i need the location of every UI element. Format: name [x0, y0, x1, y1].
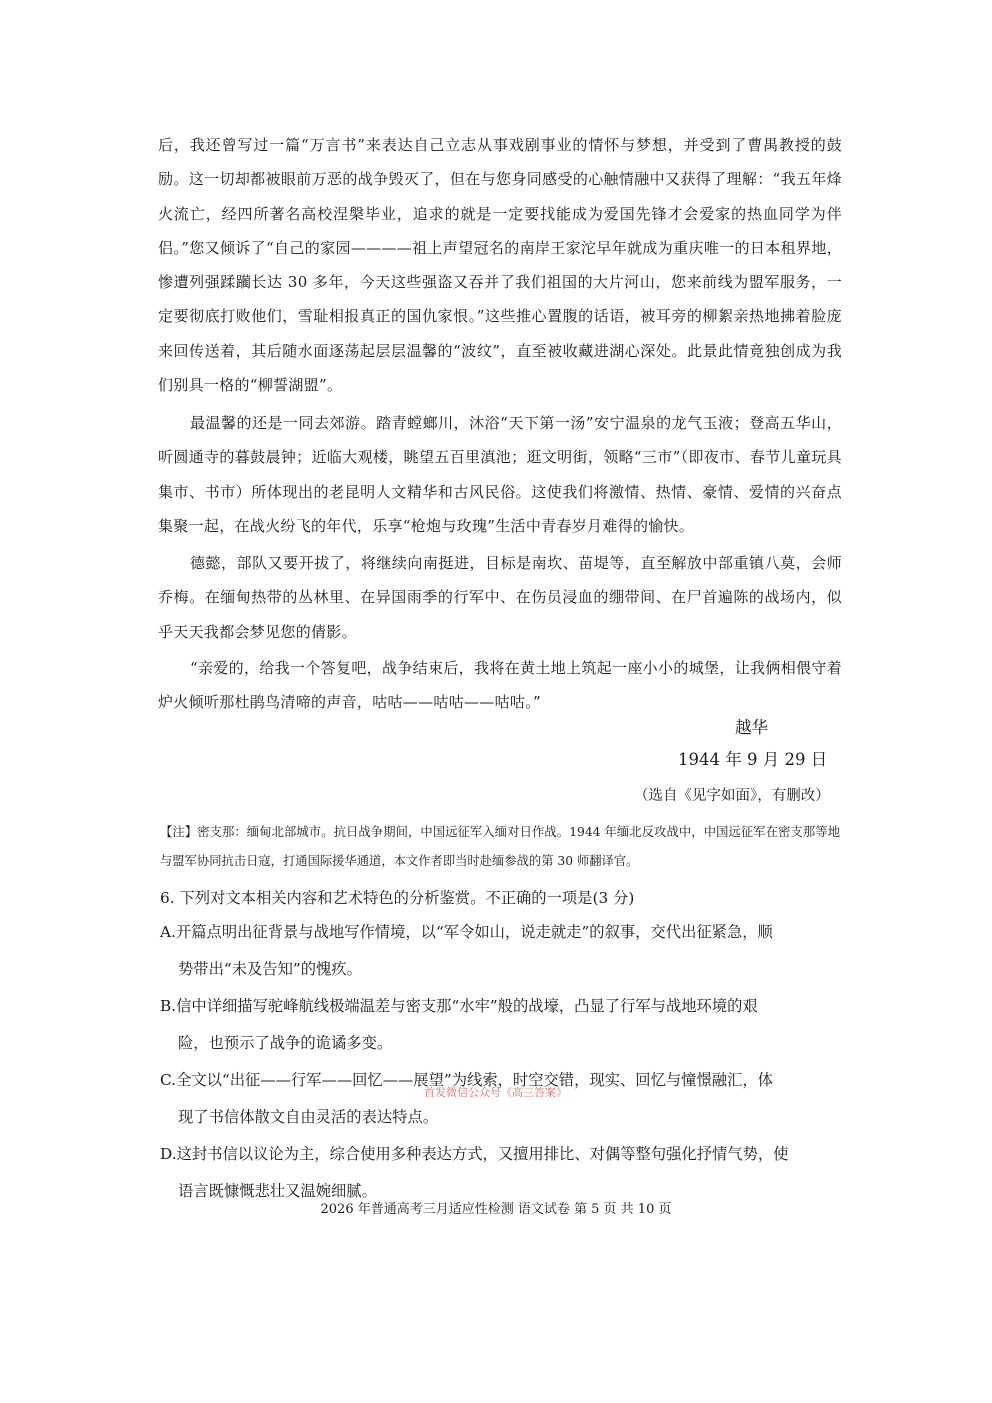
watermark-text: 首发微信公众号《高三答案》	[424, 1086, 567, 1099]
option-label: D.	[160, 1145, 177, 1163]
letter-paragraph-1: 后，我还曾写过一篇“万言书”来表达自己立志从事戏剧事业的情怀与梦想，并受到了曹禺教授的鼓励。这一切却都被眼前万恶的战争毁灭了，但在与您身同感受的心触情融中又获得了理解：“我五年烽火流亡，经四所著名高校涅槃毕业，追求的就是一定要找能成为爱国先锋才会爱家的热血同学为伴侣。”您又倾诉了“自己的家园————祖上声望冠名的南岸王家沱早年就成为重庆唯一的日本租界地，惨遭列强蹂躏长达 30 多年，今天这些强盗又吞并了我们祖国的大片河山，您来前线为盟军服务，一定要彻底打败他们，雪耻相报真正的国仇家恨。”这些推心置腹的话语，被耳旁的柳絮亲热地拂着脸庞来回传送着，其后随水面逐荡起层层温馨的“波纹”，直至被收藏进湖心深处。此景此情竟独创成为我们别具一格的“柳誓湖盟”。	[158, 136, 842, 395]
letter-paragraph-2: 最温馨的还是一同去郊游。踏青螳螂川，沐浴“天下第一汤”安宁温泉的龙气玉液；登高五华山，听圆通寺的暮鼓晨钟；近临大观楼，眺望五百里滇池；逛文明街，领略“三市”（即夜市、春节儿童玩具集市、书市）所体现出的老昆明人文精华和古风民俗。这使我们将激情、热情、豪情、爱情的兴奋点集聚一起，在战火纷飞的年代，乐享“枪炮与玫瑰”生活中青春岁月难得的愉快。	[158, 414, 842, 535]
option-text: 这封书信以议论为主，综合使用多种表达方式，又擅用排比、对偶等整句强化抒情气势，使	[176, 1145, 789, 1163]
option-text: 信中详细描写驼峰航线极端温差与密支那“水牢”般的战壕，凸显了行军与战地环境的艰	[176, 997, 758, 1015]
letter-date: 1944 年 9 月 29 日	[678, 750, 828, 769]
source-citation: （选自《见字如面》，有删改）	[634, 788, 830, 804]
option-text: 全文以“出征——行军——回忆——展望”为线索，时空交错，现实、回忆与憧憬融汇，体	[176, 1071, 773, 1089]
annotation-note: 【注】密支那：缅甸北部城市。抗日战争期间，中国远征军入缅对日作战。1944 年缅北反攻战中，中国远征军在密支那等地与盟军协同抗击日寇，打通国际援华通道，本文作者即当时赴缅参战的第 30 师翻译官。	[160, 825, 840, 868]
question-stem: 6. 下列对文本相关内容和艺术特色的分析鉴赏。不正确的一项是(3 分)	[160, 889, 635, 907]
option-label: A.	[160, 923, 176, 941]
page-footer: 2026 年普通高考三月适应性检测 语文试卷 第 5 页 共 10 页	[320, 1202, 672, 1217]
option-label: C.	[160, 1071, 177, 1089]
option-text-continued: 势带出“未及告知”的愧疚。	[178, 960, 362, 978]
option-text: 开篇点明出征背景与战地写作情境，以“军令如山，说走就走”的叙事，交代出征紧急，顺	[175, 923, 773, 941]
option-text-continued: 险，也预示了战争的诡谲多变。	[178, 1034, 393, 1052]
option-label: B.	[160, 997, 177, 1015]
option-b	[160, 988, 842, 1062]
option-text-continued: 现了书信体散文自由灵活的表达特点。	[178, 1108, 439, 1126]
letter-signature: 越华	[735, 718, 768, 737]
letter-paragraph-4: “亲爱的，给我一个答复吧，战争结束后，我将在黄土地上筑起一座小小的城堡，让我俩相偎守着炉火倾听那杜鹃鸟清啼的声音，咕咕——咕咕——咕咕。”	[158, 659, 842, 712]
option-text-continued: 语言既慷慨悲壮又温婉细腻。	[178, 1182, 377, 1200]
letter-paragraph-3: 德懿，部队又要开拔了，将继续向南挺进，目标是南坎、苗堤等，直至解放中部重镇八莫，会师乔梅。在缅甸热带的丛林里、在异国雨季的行军中、在伤员浸血的绷带间、在尸首遍陈的战场内，似乎天天我都会梦见您的倩影。	[158, 554, 842, 641]
option-a	[160, 914, 842, 988]
